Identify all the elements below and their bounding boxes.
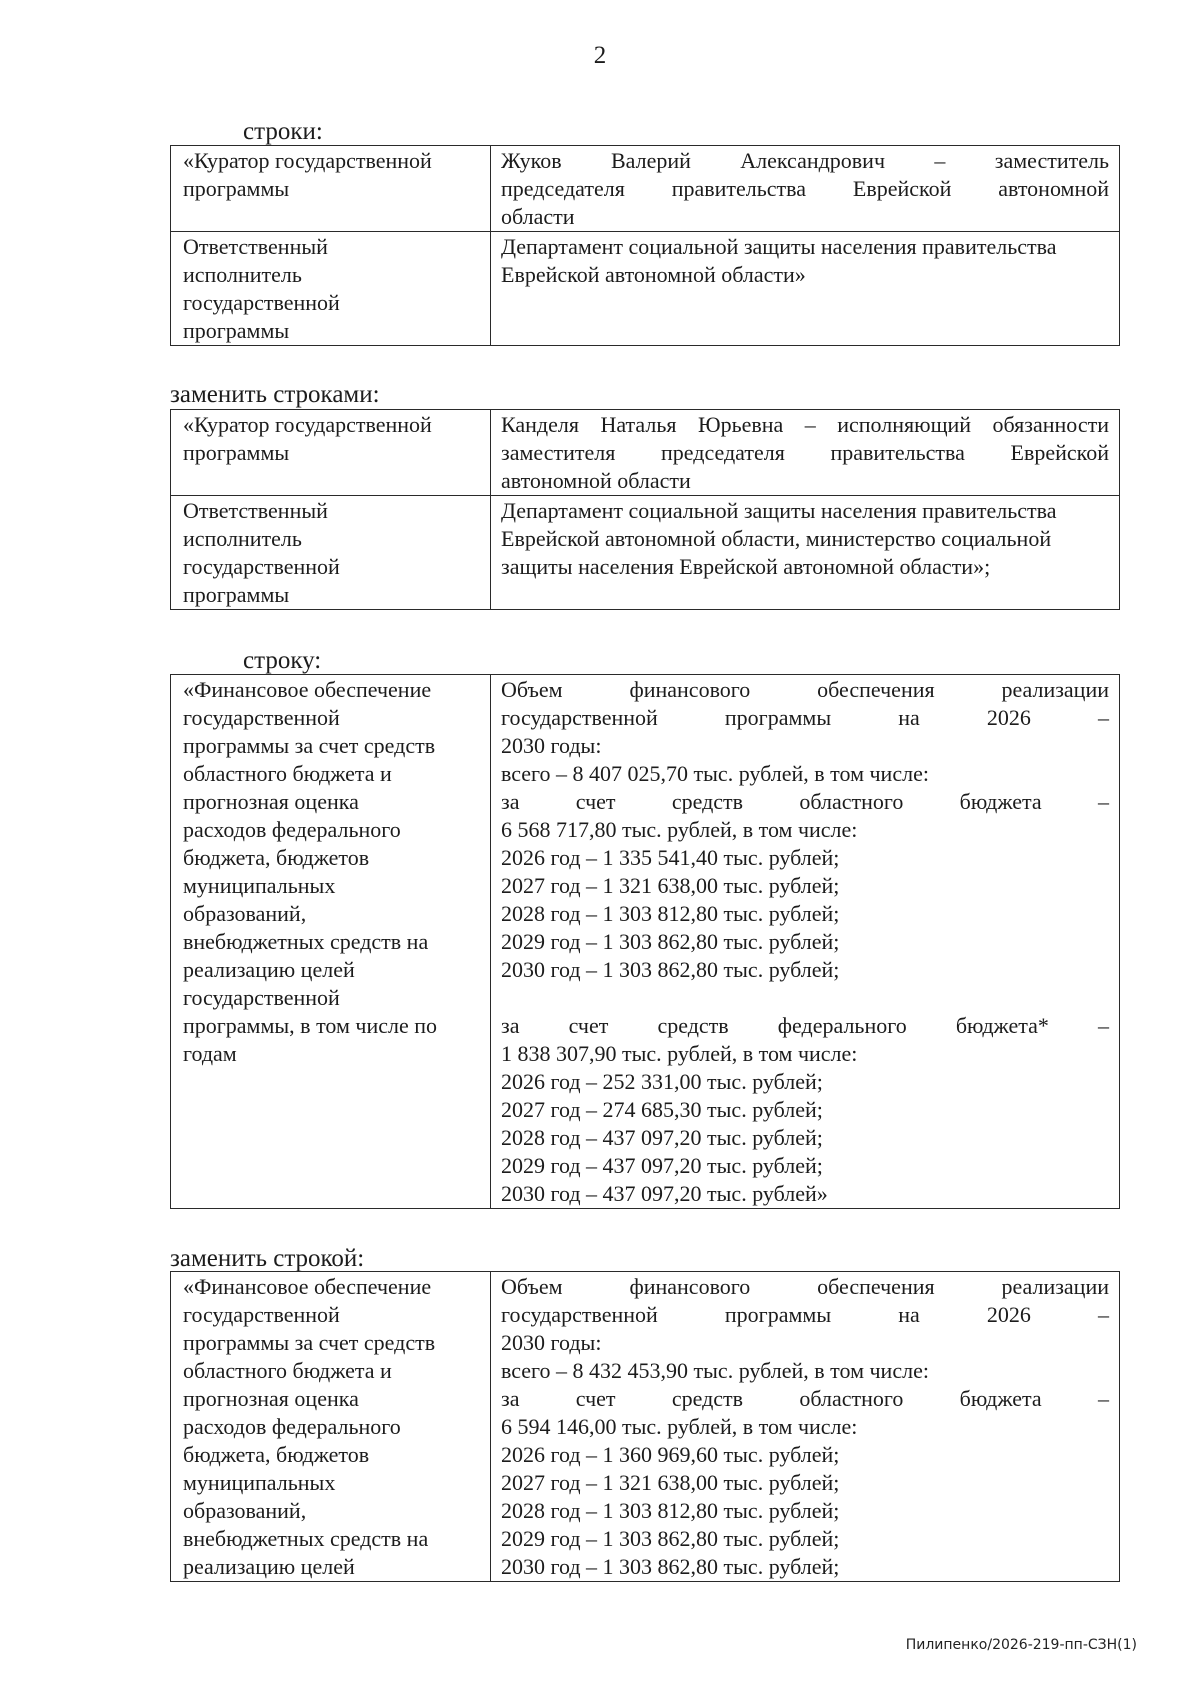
value-line: 2027 год – 1 321 638,00 тыс. рублей; (501, 873, 840, 898)
value-line: государственной программы на 2026 – (501, 705, 1109, 730)
label-line: государственной (183, 554, 340, 579)
label-line: программы за счет средств (183, 733, 436, 758)
label-line: государственной (183, 985, 340, 1010)
label-line: государственной (183, 290, 340, 315)
label-line: «Куратор государственной (183, 412, 432, 437)
label-line: областного бюджета и (183, 1358, 392, 1383)
label-line: реализацию целей (183, 1554, 355, 1579)
row-value-cell (491, 496, 1120, 610)
value-line: Жуков Валерий Александрович – заместитель (501, 148, 1109, 173)
label-line: «Финансовое обеспечение (183, 677, 432, 702)
row-value-cell (491, 675, 1120, 1209)
value-line: Департамент социальной защиты населения правительства (501, 234, 1057, 259)
table-row (171, 410, 1120, 496)
value-line: 2026 год – 1 335 541,40 тыс. рублей; (501, 845, 840, 870)
label-line: прогнозная оценка (183, 1386, 359, 1411)
value-line: 2030 годы: (501, 1330, 602, 1355)
label-line: программы (183, 176, 290, 201)
label-line: программы (183, 582, 290, 607)
value-line: председателя правительства Еврейской автономной (501, 176, 1109, 201)
value-line: 2028 год – 437 097,20 тыс. рублей; (501, 1125, 823, 1150)
old-curator-table (170, 145, 1120, 346)
label-line: внебюджетных средств на (183, 1526, 429, 1551)
label-line: прогнозная оценка (183, 789, 359, 814)
value-line: 2029 год – 437 097,20 тыс. рублей; (501, 1153, 823, 1178)
label-line: исполнитель (183, 262, 302, 287)
label-line: «Куратор государственной (183, 148, 432, 173)
value-line: 2027 год – 1 321 638,00 тыс. рублей; (501, 1470, 840, 1495)
new-financing-table (170, 1271, 1120, 1582)
label-line: программы за счет средств (183, 1330, 436, 1355)
value-line: заместителя председателя правительства Еврейской (501, 440, 1109, 465)
section-heading-replace-line: заменить строкой: (170, 1245, 365, 1272)
row-value-cell (491, 1272, 1120, 1582)
label-line: бюджета, бюджетов (183, 1442, 370, 1467)
row-value-cell (491, 232, 1120, 346)
label-line: муниципальных (183, 873, 336, 898)
value-line: 1 838 307,90 тыс. рублей, в том числе: (501, 1041, 858, 1066)
section-heading-lines: строки: (243, 118, 323, 145)
row-label-cell (171, 410, 491, 496)
old-financing-table (170, 674, 1120, 1209)
value-line: 6 594 146,00 тыс. рублей, в том числе: (501, 1414, 858, 1439)
label-line: программы, в том числе по (183, 1013, 438, 1038)
label-line: муниципальных (183, 1470, 336, 1495)
value-line: 2030 год – 1 303 862,80 тыс. рублей; (501, 1554, 840, 1579)
value-line: 2029 год – 1 303 862,80 тыс. рублей; (501, 1526, 840, 1551)
label-line: расходов федерального (183, 817, 401, 842)
value-line: Объем финансового обеспечения реализации (501, 677, 1109, 702)
value-line: государственной программы на 2026 – (501, 1302, 1109, 1327)
label-line: расходов федерального (183, 1414, 401, 1439)
value-line: 2030 год – 437 097,20 тыс. рублей» (501, 1181, 828, 1206)
label-line: реализацию целей (183, 957, 355, 982)
section-heading-replace-lines: заменить строками: (170, 381, 380, 408)
document-reference-footer: Пилипенко/2026-219-пп-СЗН(1) (905, 1637, 1137, 1653)
value-line: 2027 год – 274 685,30 тыс. рублей; (501, 1097, 823, 1122)
value-line: 2029 год – 1 303 862,80 тыс. рублей; (501, 929, 840, 954)
value-line: Еврейской автономной области, министерство социальной (501, 526, 1052, 551)
value-line: Еврейской автономной области» (501, 262, 806, 287)
value-line: автономной области (501, 468, 691, 493)
page-number: 2 (593, 42, 607, 69)
value-line: Объем финансового обеспечения реализации (501, 1274, 1109, 1299)
row-label-cell (171, 675, 491, 1209)
table-row (171, 675, 1120, 1209)
label-line: программы (183, 440, 290, 465)
row-value-cell (491, 410, 1120, 496)
value-line: защиты населения Еврейской автономной области»; (501, 554, 991, 579)
value-line: 6 568 717,80 тыс. рублей, в том числе: (501, 817, 858, 842)
value-line: 2028 год – 1 303 812,80 тыс. рублей; (501, 901, 840, 926)
value-line: 2030 годы: (501, 733, 602, 758)
value-line: за счет средств областного бюджета – (501, 1386, 1109, 1411)
value-line: области (501, 204, 575, 229)
label-line: «Финансовое обеспечение (183, 1274, 432, 1299)
table-row (171, 1272, 1120, 1582)
label-line: Ответственный (183, 498, 328, 523)
value-line: всего – 8 432 453,90 тыс. рублей, в том числе: (501, 1358, 929, 1383)
label-line: исполнитель (183, 526, 302, 551)
row-label-cell (171, 146, 491, 232)
table-row (171, 146, 1120, 232)
new-curator-table (170, 409, 1120, 610)
value-line: Департамент социальной защиты населения правительства (501, 498, 1057, 523)
label-line: государственной (183, 705, 340, 730)
section-heading-line: строку: (243, 647, 322, 674)
value-line: 2026 год – 1 360 969,60 тыс. рублей; (501, 1442, 840, 1467)
value-line: за счет средств федерального бюджета* – (501, 1013, 1109, 1038)
label-line: программы (183, 318, 290, 343)
table-row (171, 232, 1120, 346)
value-line: всего – 8 407 025,70 тыс. рублей, в том числе: (501, 761, 929, 786)
value-line: 2030 год – 1 303 862,80 тыс. рублей; (501, 957, 840, 982)
spacer (501, 984, 1109, 1012)
label-line: бюджета, бюджетов (183, 845, 370, 870)
row-label-cell (171, 1272, 491, 1582)
row-label-cell (171, 232, 491, 346)
label-line: образований, (183, 901, 307, 926)
value-line: 2028 год – 1 303 812,80 тыс. рублей; (501, 1498, 840, 1523)
row-label-cell (171, 496, 491, 610)
label-line: Ответственный (183, 234, 328, 259)
table-row (171, 496, 1120, 610)
value-line: за счет средств областного бюджета – (501, 789, 1109, 814)
label-line: внебюджетных средств на (183, 929, 429, 954)
label-line: образований, (183, 1498, 307, 1523)
label-line: областного бюджета и (183, 761, 392, 786)
value-line: 2026 год – 252 331,00 тыс. рублей; (501, 1069, 823, 1094)
row-value-cell (491, 146, 1120, 232)
label-line: государственной (183, 1302, 340, 1327)
label-line: годам (183, 1041, 237, 1066)
value-line: Канделя Наталья Юрьевна – исполняющий обязанности (501, 412, 1109, 437)
